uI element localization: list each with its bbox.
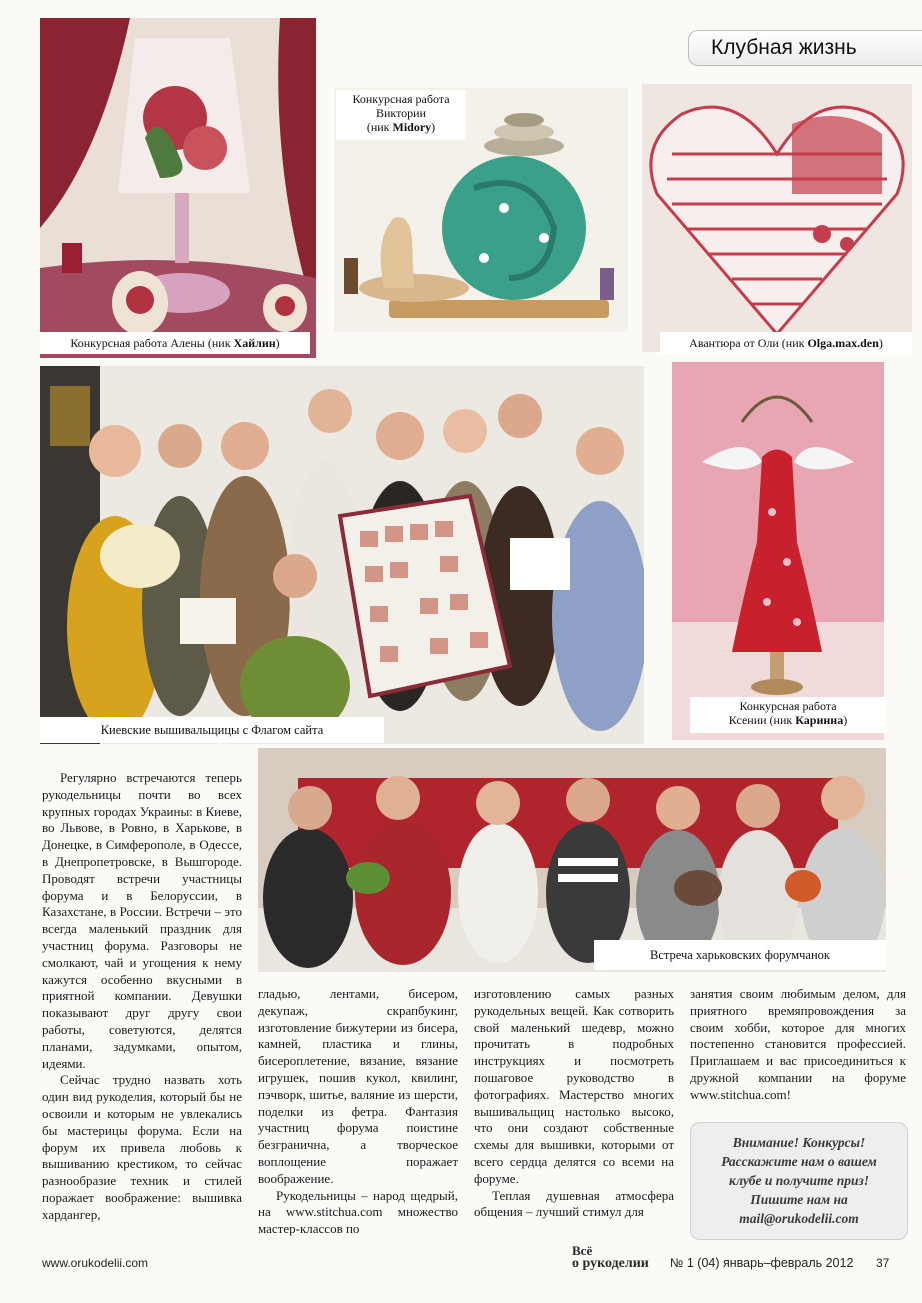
photo-dress [672, 362, 884, 740]
footer-website[interactable]: www.orukodelii.com [42, 1256, 149, 1270]
article-paragraph: гладью, лентами, бисером, декупаж, скрапбукинг, изготовление бижутерии из бисера, камней, пластика и глины, бисероплетение, вязание, вязание игрушек, пошив кукол, квилинг, пэчворк, шитье, валяние из шерсти, поделки из фетра. Фантазия участниц форума поистине безгранична, а творческое воплощение поражает воображение. [258, 986, 458, 1186]
nick-dress: Каринна [795, 713, 844, 727]
contest-promo-box: Внимание! Конкурсы! Расскажите нам о вашем клубе и получите приз! Пишите нам на mail@orukodelii.com [690, 1122, 908, 1240]
nick-snail: Midory [392, 120, 432, 134]
article-column-2 [258, 986, 458, 1238]
photo-kyiv-group [40, 366, 644, 744]
caption-heart: Авантюра от Оли (ник Olga.max.den) [660, 332, 912, 354]
photo-heart [642, 84, 912, 352]
issue-info: № 1 (04) январь–февраль 2012 [670, 1256, 854, 1270]
caption-kharkiv: Встреча харьковских форумчанок [594, 940, 886, 970]
article-column-1 [42, 770, 242, 1224]
article-paragraph: Сейчас трудно назвать хоть один вид рукоделия, который бы не освоили и которым не увлекались бы мастерицы форума. Если на форум их привела любовь к вышиванию крестиком, то сейчас разнообразие техник и стилей поражает воображение: вышивка хардангер, [42, 1072, 242, 1222]
article-paragraph: занятия своим любимым делом, для приятного времяпровождения за своим хобби, которое для многих постепенно становится профессией. Приглашаем и вас присоединиться к дружной компании на форуме www.stitchua.com! [690, 986, 906, 1102]
article-column-3 [474, 986, 674, 1221]
nick-lamp: Хайлин [233, 336, 276, 350]
caption-lamp: Конкурсная работа Алены (ник Хайлин) [40, 332, 310, 354]
magazine-logo: Всё о рукоделии [572, 1243, 649, 1271]
article-paragraph: Теплая душевная атмосфера общения – лучший стимул для [474, 1187, 674, 1220]
caption-kyiv: Киевские вышивальщицы с Флагом сайта [40, 717, 384, 743]
caption-snail: Конкурсная работа Виктории (ник Midory) [336, 90, 466, 140]
section-title: Клубная жизнь [688, 30, 922, 66]
article-paragraph: Регулярно встречаются теперь рукодельницы почти во всех крупных городах Украины: в Киеве, во Львове, в Ровно, в Харькове, в Донецке, в Симферополе, в Одессе, в Днепропетровске, в Вышгороде. Проводят встречи участницы форума и в Белоруссии, в Казахстане, в России. Встречи – это всегда маленький праздник для участниц форума. Разговоры не смолкают, чай и угощения к нему кажутся особенно вкусными в приятной компании. Девушки показывают друг другу свои работы, советуются, делятся планами, задумками, опытом, идеями. [42, 770, 242, 1071]
contest-email-link[interactable]: mail@orukodelii.com [739, 1211, 859, 1226]
article-paragraph: изготовлению самых разных рукодельных вещей. Как сотворить свой маленький шедевр, можно прочитать в подробных инструкциях и посмотреть пошаговое руководство в фотографиях. Мастерство многих вышивальщиц настолько высоко, что они создают собственные схемы для вышивки, которыми от всего сердца делятся со всеми на форуме. [474, 986, 674, 1186]
photo-lamp [40, 18, 316, 358]
photo-kharkiv-group [258, 748, 886, 972]
caption-dress: Конкурсная работа Ксении (ник Каринна) [690, 697, 886, 733]
nick-heart: Olga.max.den [807, 336, 879, 350]
page-number: 37 [876, 1256, 890, 1270]
article-paragraph: Рукодельницы – народ щедрый, на www.stitchua.com множество мастер-классов по [258, 1187, 458, 1237]
article-column-4 [690, 986, 906, 1104]
